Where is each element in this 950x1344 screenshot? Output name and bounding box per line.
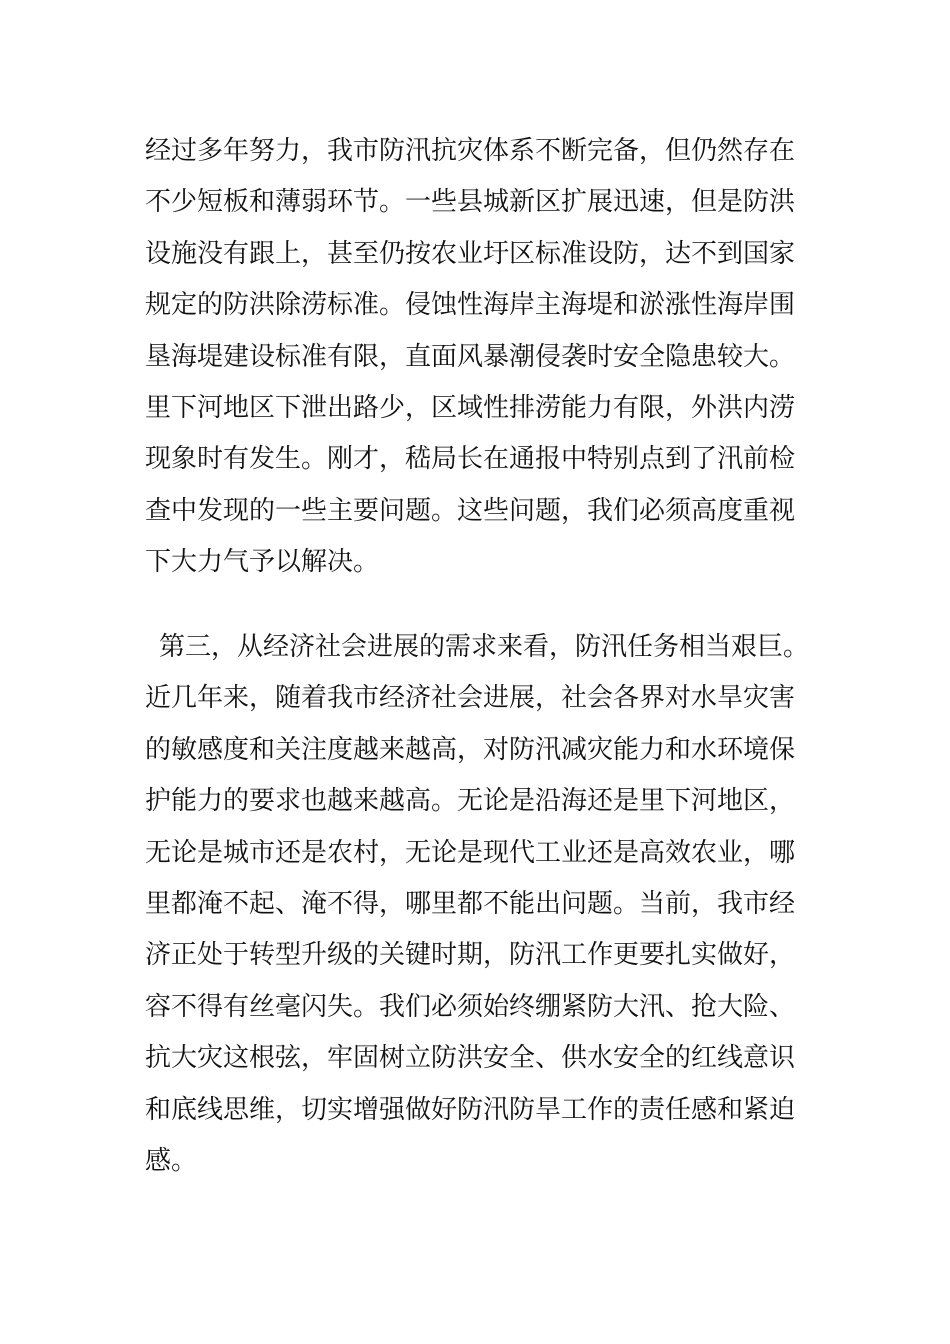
text-line: 护能力的要求也越来越高。无论是沿海还是里下河地区， — [145, 786, 796, 817]
text-line: 不少短板和薄弱环节。一些县城新区扩展迅速，但是防洪 — [145, 187, 796, 218]
text-line: 近几年来，随着我市经济社会进展，社会各界对水旱灾害 — [145, 683, 796, 714]
text-line: 感。 — [145, 1145, 198, 1176]
text-line: 抗大灾这根弦，牢固树立防洪安全、供水安全的红线意识 — [145, 1043, 796, 1074]
text-line: 里下河地区下泄出路少，区域性排涝能力有限，外洪内涝 — [145, 392, 796, 423]
text-line: 垦海堤建设标准有限，直面风暴潮侵袭时安全隐患较大。 — [145, 341, 796, 372]
text-line: 经过多年努力，我市防汛抗灾体系不断完备，但仍然存在 — [145, 136, 796, 166]
text-line: 设施没有跟上，甚至仍按农业圩区标准设防，达不到国家 — [145, 238, 796, 269]
text-line: 的敏感度和关注度越来越高，对防汛减灾能力和水环境保 — [145, 734, 796, 765]
text-line: 无论是城市还是农村，无论是现代工业还是高效农业，哪 — [145, 837, 796, 868]
text-line: 里都淹不起、淹不得，哪里都不能出问题。当前，我市经 — [145, 888, 796, 919]
text-line: 规定的防洪除涝标准。侵蚀性海岸主海堤和淤涨性海岸围 — [145, 290, 796, 321]
paragraph-third-point-socioeconomic-needs — [145, 622, 815, 1187]
text-line: 容不得有丝毫闪失。我们必须始终绷紧防大汛、抢大险、 — [145, 991, 796, 1022]
paragraph-flood-control-shortcomings — [145, 126, 815, 589]
text-line: 下大力气予以解决。 — [145, 547, 380, 578]
text-line: 和底线思维，切实增强做好防汛防旱工作的责任感和紧迫 — [145, 1094, 796, 1125]
text-line: 查中发现的一些主要问题。这些问题，我们必须高度重视 — [145, 495, 796, 526]
text-line: 济正处于转型升级的关键时期，防汛工作更要扎实做好， — [145, 940, 796, 971]
text-line: 现象时有发生。刚才，嵇局长在通报中特别点到了汛前检 — [145, 444, 796, 475]
text-line: 第三，从经济社会进展的需求来看，防汛任务相当艰巨。 — [159, 632, 810, 662]
